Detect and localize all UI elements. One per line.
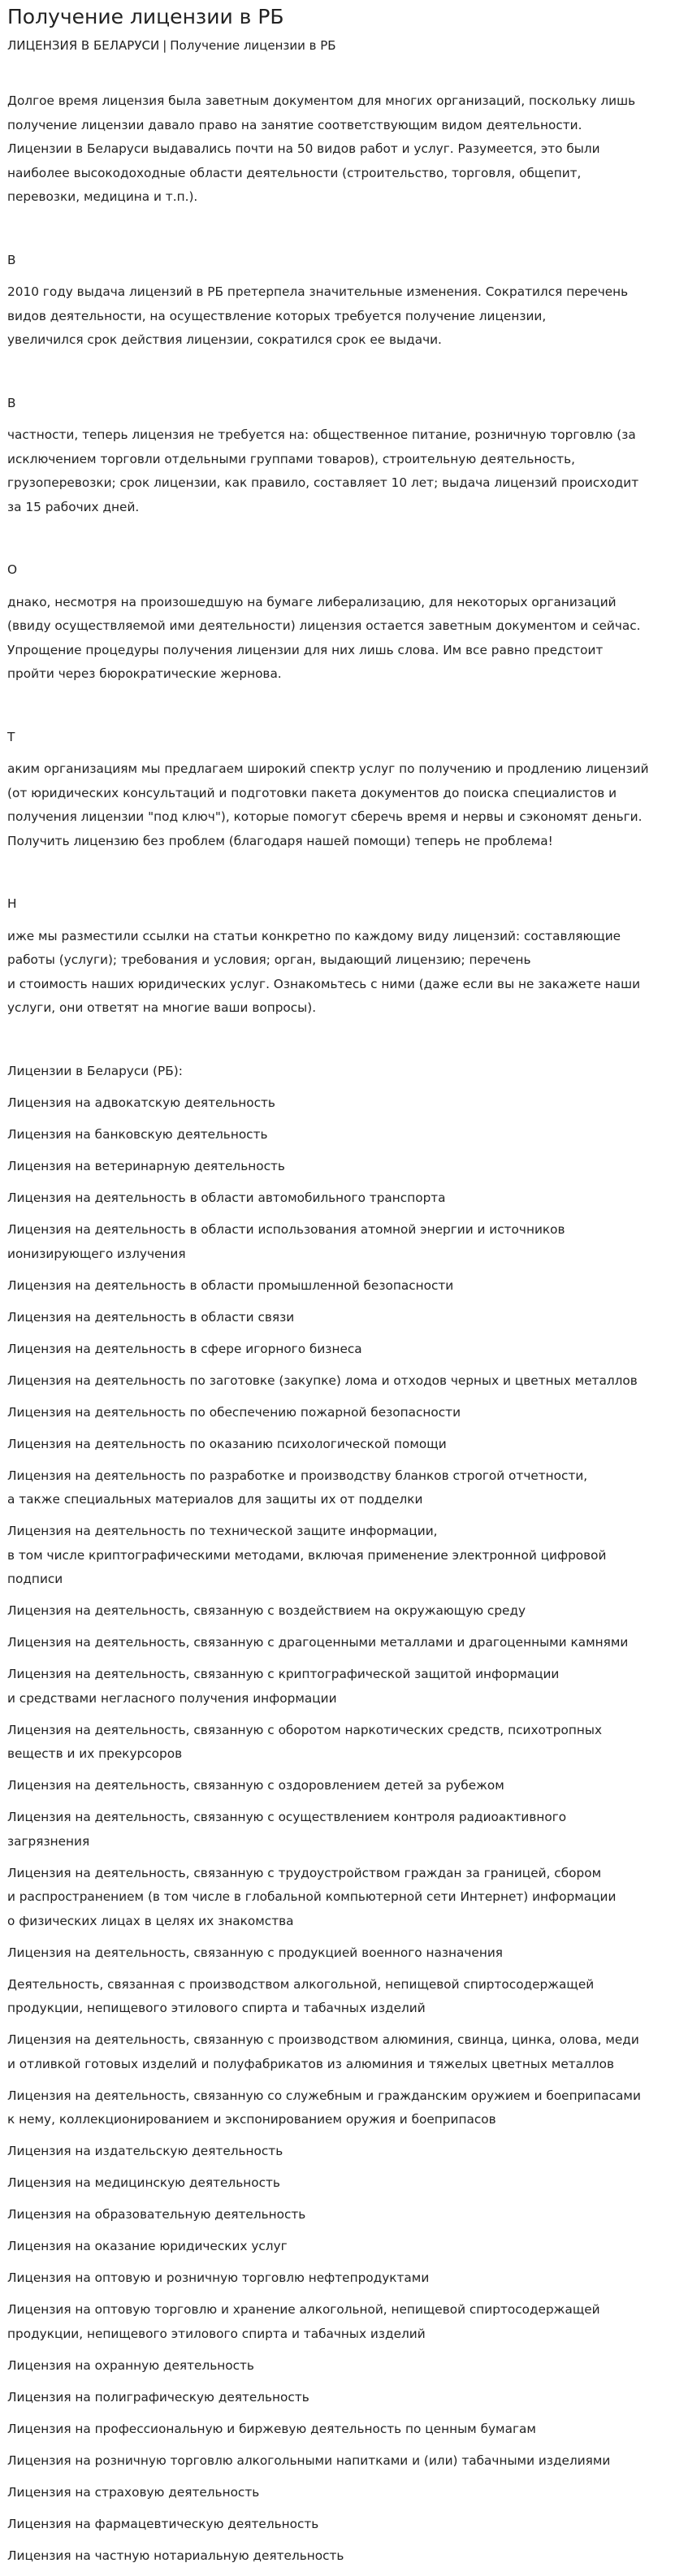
license-link-text: Лицензия на фармацевтическую деятельность	[7, 2516, 319, 2531]
license-link-text: Лицензия на деятельность, связанную со служебным и гражданским оружием и боеприпасами	[7, 2088, 641, 2103]
license-link-text: Лицензия на образовательную деятельность	[7, 2207, 306, 2222]
text-line: Долгое время лицензия была заветным документом для многих организаций, поскольку лишь	[7, 93, 636, 108]
license-link[interactable]	[7, 1719, 684, 1767]
license-link[interactable]	[7, 2386, 684, 2410]
text-line: частности, теперь лицензия не требуется на: общественное питание, розничную торговлю (за	[7, 427, 636, 442]
license-link-text: Лицензия на оказание юридических услуг	[7, 2239, 288, 2253]
license-link-text: Лицензия на деятельность, связанную с трудоустройством граждан за границей, сбором	[7, 1865, 602, 1880]
section-paragraph	[7, 925, 684, 1021]
license-link[interactable]	[7, 2481, 684, 2505]
text-line: перевозки, медицина и т.п.).	[7, 189, 198, 204]
text-line: получения лицензии "под ключ"), которые помогут сберечь время и нервы и сэкономят деньги.	[7, 809, 643, 824]
text-line: аким организациям мы предлагаем широкий спектр услуг по получению и продлению лицензий	[7, 761, 649, 776]
license-link[interactable]	[7, 1091, 684, 1116]
text-line: Получить лицензию без проблем (благодаря нашей помощи) теперь не проблема!	[7, 833, 553, 848]
license-link-text: Лицензия на деятельность по технической защите информации,	[7, 1524, 438, 1538]
text-line: услуги, они ответят на многие ваши вопросы).	[7, 1000, 317, 1015]
license-link[interactable]	[7, 1306, 684, 1330]
license-link-text: продукции, непищевого этилового спирта и табачных изделий	[7, 2001, 426, 2015]
drop-letter: В	[7, 395, 16, 410]
license-link[interactable]	[7, 2513, 684, 2537]
license-link[interactable]	[7, 1123, 684, 1147]
license-link-text: Лицензия на оптовую и розничную торговлю нефтепродуктами	[7, 2270, 430, 2285]
license-link-text: Лицензия на розничную торговлю алкогольными напитками и (или) табачными изделиями	[7, 2452, 611, 2468]
text-line: 2010 году выдача лицензий в РБ претерпела значительные изменения. Сократился перечень	[7, 284, 629, 299]
license-link[interactable]	[7, 1218, 684, 1266]
license-link-text: загрязнения	[7, 1833, 90, 1849]
text-line: и стоимость наших юридических услуг. Ознакомьтесь с ними (даже если вы не закажете наши	[7, 976, 641, 991]
license-link[interactable]	[7, 1973, 684, 2021]
article-sections	[7, 249, 684, 1021]
license-link-text: Лицензия на деятельность, связанную с воздействием на окружающую среду	[7, 1603, 526, 1618]
license-link-text: Лицензия на издательскую деятельность	[7, 2144, 283, 2158]
license-link-text: Лицензия на деятельность по разработке и производству бланков строгой отчетности,	[7, 1468, 588, 1483]
text-line: днако, несмотря на произошедшую на бумаге либерализацию, для некоторых организаций	[7, 594, 617, 609]
page-title: Получение лицензии в РБ	[7, 5, 284, 28]
license-link[interactable]	[7, 2354, 684, 2379]
license-link[interactable]	[7, 2140, 684, 2164]
license-link-text: Лицензия на страховую деятельность	[7, 2484, 260, 2500]
license-link[interactable]	[7, 2418, 684, 2442]
article-section	[7, 892, 684, 1021]
article-section	[7, 726, 684, 854]
license-link-text: Лицензия на ветеринарную деятельность	[7, 1159, 285, 1173]
breadcrumb-section[interactable]: ЛИЦЕНЗИЯ В БЕЛАРУСИ	[7, 38, 160, 53]
breadcrumb-current: Получение лицензии в РБ	[170, 38, 336, 53]
license-link-text: Лицензия на деятельность, связанную с драгоценными металлами и драгоценными камнями	[7, 1635, 629, 1650]
license-link[interactable]	[7, 1369, 684, 1394]
text-line: Лицензии в Беларуси выдавались почти на 50 видов работ и услуг. Разумеется, это были	[7, 141, 600, 156]
section-paragraph	[7, 757, 684, 853]
license-link[interactable]	[7, 2449, 684, 2474]
text-line: исключением торговли отдельными группами товаров), строительную деятельность,	[7, 451, 575, 466]
license-link-text: Лицензия на деятельность, связанную с продукцией военного назначения	[7, 1945, 503, 1960]
license-link-text: веществ и их прекурсоров	[7, 1746, 183, 1761]
license-link-text: и распространением (в том числе в глобальной компьютерной сети Интернет) информации	[7, 1889, 617, 1904]
license-link[interactable]	[7, 2298, 684, 2346]
license-link-text: ионизирующего излучения	[7, 1246, 186, 1261]
license-link-text: Деятельность, связанная с производством алкогольной, непищевой спиртосодержащей	[7, 1976, 595, 1992]
license-link-text: и средствами негласного получения информации	[7, 1690, 337, 1706]
license-list-heading: Лицензии в Беларуси (РБ):	[7, 1063, 183, 1078]
license-link[interactable]	[7, 2544, 684, 2569]
license-link-text: Лицензия на деятельность по обеспечению пожарной безопасности	[7, 1404, 461, 1420]
breadcrumb	[7, 36, 684, 55]
license-link[interactable]	[7, 1599, 684, 1624]
text-line: грузоперевозки; срок лицензии, как правило, составляет 10 лет; выдача лицензий происходит	[7, 475, 639, 490]
license-link[interactable]	[7, 1401, 684, 1425]
text-line: (от юридических консультаций и подготовки пакета документов до поиска специалистов и	[7, 785, 617, 800]
drop-letter: Т	[7, 729, 15, 744]
license-link[interactable]	[7, 2235, 684, 2259]
license-link-text: Лицензия на деятельность в сфере игорного бизнеса	[7, 1341, 362, 1356]
license-link[interactable]	[7, 1338, 684, 1362]
license-link-text: Лицензия на охранную деятельность	[7, 2357, 254, 2373]
license-link-text: Лицензия на деятельность по оказанию психологической помощи	[7, 1436, 447, 1451]
license-link[interactable]	[7, 1941, 684, 1966]
license-link[interactable]	[7, 1862, 684, 1934]
text-line: наиболее высокодоходные области деятельности (строительство, торговля, общепит,	[7, 165, 582, 180]
license-link-text: Лицензия на деятельность в области связи	[7, 1309, 295, 1325]
license-link-text: Лицензия на адвокатскую деятельность	[7, 1095, 275, 1110]
license-link-text: Лицензия на деятельность, связанную с оздоровлением детей за рубежом	[7, 1778, 504, 1793]
license-link-text: Лицензия на деятельность по заготовке (закупке) лома и отходов черных и цветных металлов	[7, 1373, 638, 1388]
drop-letter: В	[7, 252, 16, 267]
license-link-text: и отливкой готовых изделий и полуфабрикатов из алюминия и тяжелых цветных металлов	[7, 2056, 615, 2071]
text-line: работы (услуги); требования и условия; орган, выдающий лицензию; перечень	[7, 952, 531, 967]
section-paragraph	[7, 280, 684, 353]
license-link-text: Лицензия на банковскую деятельность	[7, 1127, 268, 1142]
breadcrumb-separator: |	[162, 38, 167, 53]
text-line: видов деятельности, на осуществление которых требуется получение лицензии,	[7, 308, 547, 323]
text-line: получение лицензии давало право на занятие соответствующим видом деятельности.	[7, 117, 582, 132]
license-link-text: Лицензия на деятельность в области автомобильного транспорта	[7, 1190, 446, 1205]
license-link-text: Лицензия на профессиональную и биржевую деятельность по ценным бумагам	[7, 2421, 536, 2436]
text-line: Упрощение процедуры получения лицензии для них лишь слова. Им все равно предстоит	[7, 642, 604, 657]
license-link-text: Лицензия на полиграфическую деятельность	[7, 2389, 309, 2405]
license-link-text: Лицензия на деятельность, связанную с осуществлением контроля радиоактивного	[7, 1810, 567, 1824]
text-line: иже мы разместили ссылки на статьи конкретно по каждому виду лицензий: составляющие	[7, 928, 621, 943]
license-link[interactable]	[7, 1631, 684, 1655]
license-link[interactable]	[7, 2084, 684, 2132]
drop-letter: Н	[7, 896, 17, 911]
license-list	[7, 1091, 684, 2568]
license-link[interactable]	[7, 2171, 684, 2196]
section-paragraph	[7, 591, 684, 687]
article-section	[7, 392, 684, 520]
license-link[interactable]	[7, 2028, 684, 2076]
text-line: пройти через бюрократические жернова.	[7, 666, 282, 681]
license-link-text: подписи	[7, 1572, 63, 1586]
license-link[interactable]	[7, 1774, 684, 1798]
license-link[interactable]	[7, 1155, 684, 1179]
license-link-text: Лицензия на частную нотариальную деятельность	[7, 2548, 344, 2563]
section-paragraph	[7, 423, 684, 519]
license-link[interactable]	[7, 1186, 684, 1211]
license-link[interactable]	[7, 1663, 684, 1711]
license-link[interactable]	[7, 1464, 684, 1512]
license-link-text: Лицензия на медицинскую деятельность	[7, 2175, 280, 2190]
license-link-text: к нему, коллекционированием и экспонированием оружия и боеприпасов	[7, 2112, 496, 2127]
license-link[interactable]	[7, 1433, 684, 1457]
license-link[interactable]	[7, 1274, 684, 1299]
license-link[interactable]	[7, 1520, 684, 1592]
license-link-text: Лицензия на деятельность в области использования атомной энергии и источников	[7, 1222, 565, 1237]
article-section	[7, 558, 684, 687]
license-link-text: Лицензия на деятельность в области промышленной безопасности	[7, 1277, 454, 1293]
intro-paragraph	[7, 89, 684, 210]
license-link-text: в том числе криптографическими методами, включая применение электронной цифровой	[7, 1547, 607, 1563]
license-link-text: Лицензия на деятельность, связанную с производством алюминия, свинца, цинка, олова, меди	[7, 2032, 639, 2047]
text-line: (ввиду осуществляемой ими деятельности) лицензия остается заветным документом и сейчас.	[7, 618, 641, 633]
license-link-text: Лицензия на деятельность, связанную с криптографической защитой информации	[7, 1667, 560, 1681]
license-link-text: Лицензия на оптовую торговлю и хранение алкогольной, непищевой спиртосодержащей	[7, 2302, 600, 2317]
license-link[interactable]	[7, 1806, 684, 1854]
drop-letter: О	[7, 562, 18, 577]
license-link-text: а также специальных материалов для защиты их от подделки	[7, 1492, 423, 1507]
license-link[interactable]	[7, 2203, 684, 2227]
text-line: увеличился срок действия лицензии, сократился срок ее выдачи.	[7, 332, 442, 347]
text-line: за 15 рабочих дней.	[7, 499, 140, 514]
license-link[interactable]	[7, 2266, 684, 2291]
license-link-text: о физических лицах в целях их знакомства	[7, 1913, 294, 1928]
license-link-text: продукции, непищевого этилового спирта и табачных изделий	[7, 2326, 426, 2341]
license-link-text: Лицензия на деятельность, связанную с оборотом наркотических средств, психотропных	[7, 1722, 603, 1737]
article-section	[7, 249, 684, 353]
